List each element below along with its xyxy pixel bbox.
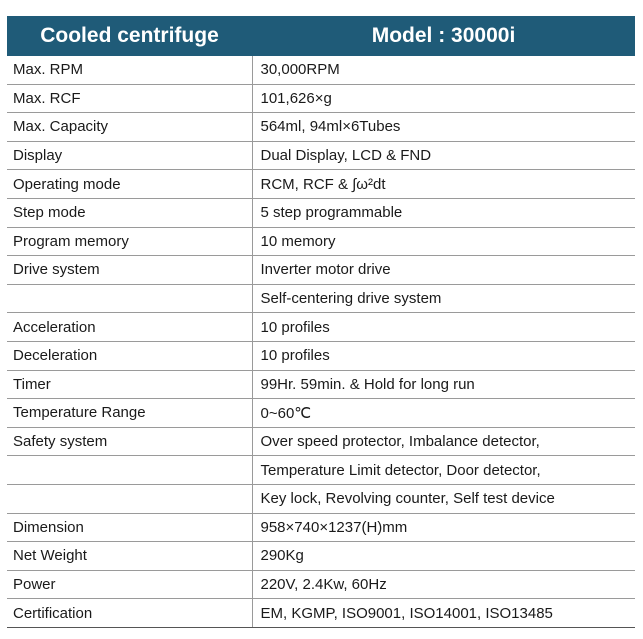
table-row	[7, 56, 635, 84]
spec-value: 958×740×1237(H)mm	[252, 513, 635, 542]
spec-value: 220V, 2.4Kw, 60Hz	[252, 570, 635, 599]
product-title: Cooled centrifuge	[7, 16, 252, 56]
spec-label: Dimension	[7, 513, 252, 542]
spec-value: EM, KGMP, ISO9001, ISO14001, ISO13485	[252, 599, 635, 628]
spec-value: Self-centering drive system	[252, 284, 635, 313]
spec-label: Temperature Range	[7, 399, 252, 428]
spec-label: Acceleration	[7, 313, 252, 342]
spec-label: Step mode	[7, 198, 252, 227]
spec-label	[7, 456, 252, 485]
spec-value: 99Hr. 59min. & Hold for long run	[252, 370, 635, 399]
spec-value: 564ml, 94ml×6Tubes	[252, 113, 635, 142]
table-row	[7, 198, 635, 227]
spec-label	[7, 484, 252, 513]
spec-value: 0~60℃	[252, 399, 635, 428]
spec-label: Timer	[7, 370, 252, 399]
spec-value: Inverter motor drive	[252, 256, 635, 285]
spec-label: Certification	[7, 599, 252, 628]
table-row	[7, 113, 635, 142]
spec-label: Max. RPM	[7, 56, 252, 84]
spec-label: Max. Capacity	[7, 113, 252, 142]
spec-value: 10 profiles	[252, 341, 635, 370]
table-row	[7, 141, 635, 170]
table-row	[7, 284, 635, 313]
spec-table	[7, 16, 635, 628]
table-row	[7, 399, 635, 428]
spec-label: Display	[7, 141, 252, 170]
spec-label	[7, 284, 252, 313]
table-row	[7, 313, 635, 342]
table-row	[7, 542, 635, 571]
table-row	[7, 341, 635, 370]
spec-value: 30,000RPM	[252, 56, 635, 84]
table-row	[7, 484, 635, 513]
table-row	[7, 370, 635, 399]
spec-value: Temperature Limit detector, Door detector,	[252, 456, 635, 485]
spec-value: 5 step programmable	[252, 198, 635, 227]
table-row	[7, 513, 635, 542]
spec-label: Drive system	[7, 256, 252, 285]
spec-label: Safety system	[7, 427, 252, 456]
table-row	[7, 84, 635, 113]
table-row	[7, 570, 635, 599]
spec-value: 290Kg	[252, 542, 635, 571]
spec-label: Net Weight	[7, 542, 252, 571]
spec-value: Over speed protector, Imbalance detector,	[252, 427, 635, 456]
table-row	[7, 427, 635, 456]
table-row	[7, 170, 635, 199]
spec-value: 101,626×g	[252, 84, 635, 113]
spec-body	[7, 56, 635, 627]
table-row	[7, 256, 635, 285]
spec-label: Operating mode	[7, 170, 252, 199]
spec-value: 10 memory	[252, 227, 635, 256]
spec-label: Power	[7, 570, 252, 599]
model-title: Model : 30000i	[252, 16, 635, 56]
table-row	[7, 599, 635, 628]
spec-value: 10 profiles	[252, 313, 635, 342]
spec-value: Key lock, Revolving counter, Self test device	[252, 484, 635, 513]
table-row	[7, 227, 635, 256]
header-row	[7, 16, 635, 56]
table-row	[7, 456, 635, 485]
spec-label: Program memory	[7, 227, 252, 256]
spec-value: RCM, RCF & ∫ω²dt	[252, 170, 635, 199]
spec-label: Deceleration	[7, 341, 252, 370]
spec-label: Max. RCF	[7, 84, 252, 113]
spec-value: Dual Display, LCD & FND	[252, 141, 635, 170]
